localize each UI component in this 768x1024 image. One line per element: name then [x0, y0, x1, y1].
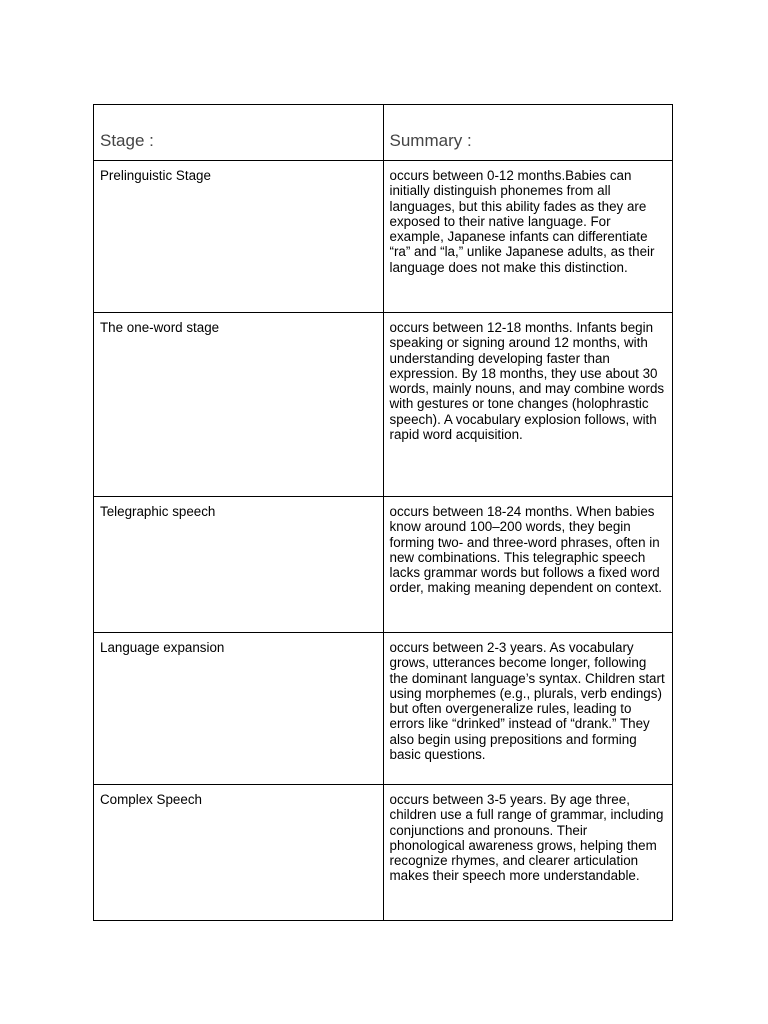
summary-cell: [383, 785, 673, 921]
language-stages-table: [93, 104, 673, 921]
stage-summary: occurs between 2-3 years. As vocabulary grows, utterances become longer, following the dominant language’s syntax. Children start using morphemes (e.g., plurals, verb endings) but often overgeneralize rules, leading to errors like “drinked” instead of “drank.” They also begin using prepositions and forming basic questions.: [389, 640, 665, 763]
table-row: [94, 785, 673, 921]
stage-cell: [94, 497, 384, 633]
stage-name: Telegraphic speech: [100, 504, 216, 519]
summary-cell: [383, 313, 673, 497]
stage-summary: occurs between 18-24 months. When babies know around 100–200 words, they begin forming two- and three-word phrases, often in new combinations. This telegraphic speech lacks grammar words but follows a fixed word order, making meaning dependent on context.: [389, 504, 662, 596]
stage-name: The one-word stage: [100, 320, 220, 335]
table-row: [94, 161, 673, 313]
summary-cell: [383, 497, 673, 633]
stage-name: Prelinguistic Stage: [100, 168, 211, 183]
stage-summary: occurs between 0-12 months.Babies can initially distinguish phonemes from all languages, but this ability fades as they are exposed to their native language. For example, Japanese infants can differentiate “ra” and “la,” unlike Japanese adults, as their language does not make this distinction.: [389, 168, 655, 275]
stage-summary: occurs between 3-5 years. By age three, children use a full range of grammar, including conjunctions and pronouns. Their phonological awareness grows, helping them recognize rhymes, and clearer articulation makes their speech more understandable.: [389, 792, 664, 884]
stage-name: Language expansion: [100, 640, 225, 655]
table-row: [94, 633, 673, 785]
summary-column-header: Summary :: [383, 105, 673, 161]
stage-name: Complex Speech: [100, 792, 202, 807]
table-row: [94, 497, 673, 633]
stage-cell: [94, 785, 384, 921]
stage-cell: [94, 633, 384, 785]
stage-cell: [94, 313, 384, 497]
table-header-row: [94, 105, 673, 161]
stage-column-header: Stage :: [94, 105, 384, 161]
stage-cell: [94, 161, 384, 313]
table-row: [94, 313, 673, 497]
summary-cell: [383, 633, 673, 785]
stage-summary: occurs between 12-18 months. Infants begin speaking or signing around 12 months, with understanding developing faster than expression. By 18 months, they use about 30 words, mainly nouns, and may combine words with gestures or tone changes (holophrastic speech). A vocabulary explosion follows, with rapid word acquisition.: [389, 320, 665, 443]
summary-cell: [383, 161, 673, 313]
